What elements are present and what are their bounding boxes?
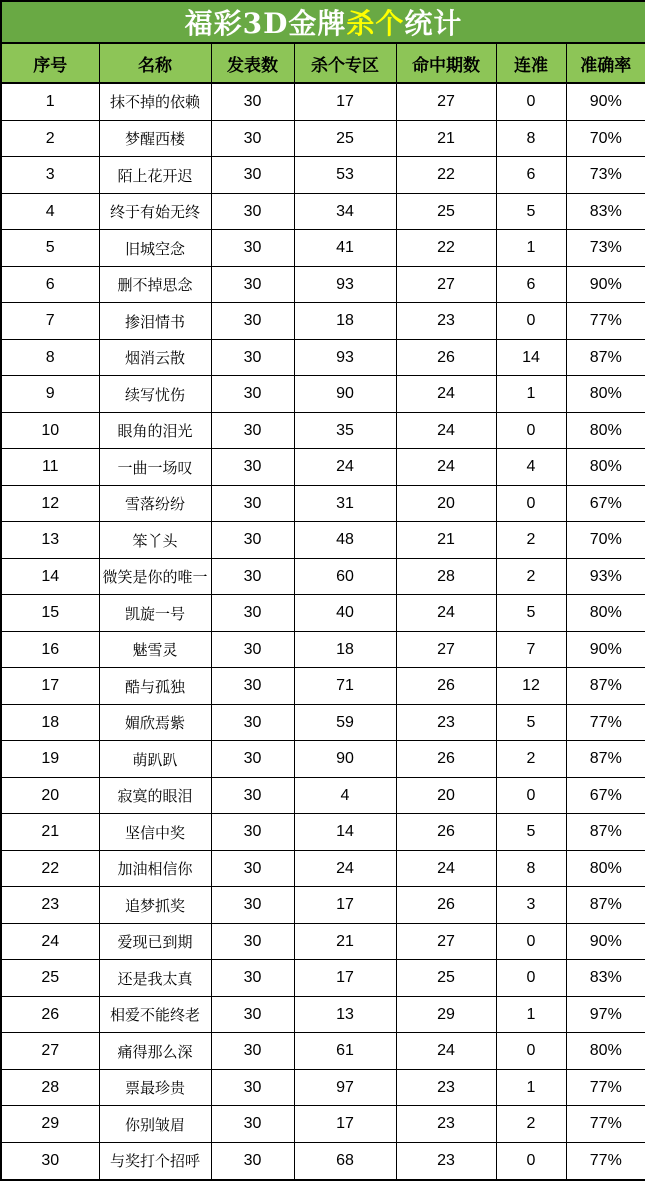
table-row bbox=[1, 485, 645, 522]
cell-kill-zone: 17 bbox=[294, 83, 396, 120]
title-highlight: 杀个 bbox=[346, 7, 405, 40]
cell-name: 烟消云散 bbox=[99, 339, 211, 376]
cell-kill-zone: 24 bbox=[294, 850, 396, 887]
cell-accuracy: 90% bbox=[566, 266, 645, 303]
table-row bbox=[1, 1069, 645, 1106]
cell-name: 还是我太真 bbox=[99, 960, 211, 997]
cell-hit-periods: 20 bbox=[396, 485, 496, 522]
cell-published: 30 bbox=[211, 668, 294, 705]
cell-hit-periods: 28 bbox=[396, 558, 496, 595]
cell-hit-periods: 20 bbox=[396, 777, 496, 814]
cell-streak: 0 bbox=[496, 923, 566, 960]
col-header-accuracy: 准确率 bbox=[566, 43, 645, 83]
cell-accuracy: 73% bbox=[566, 230, 645, 267]
cell-name: 你别皱眉 bbox=[99, 1106, 211, 1143]
header-row bbox=[1, 43, 645, 83]
cell-streak: 2 bbox=[496, 558, 566, 595]
cell-kill-zone: 48 bbox=[294, 522, 396, 559]
cell-accuracy: 80% bbox=[566, 850, 645, 887]
cell-accuracy: 77% bbox=[566, 1069, 645, 1106]
table-row bbox=[1, 266, 645, 303]
cell-hit-periods: 24 bbox=[396, 1033, 496, 1070]
cell-accuracy: 93% bbox=[566, 558, 645, 595]
cell-published: 30 bbox=[211, 376, 294, 413]
cell-hit-periods: 27 bbox=[396, 83, 496, 120]
cell-streak: 6 bbox=[496, 157, 566, 194]
cell-seq: 3 bbox=[1, 157, 99, 194]
col-header-streak: 连准 bbox=[496, 43, 566, 83]
cell-accuracy: 87% bbox=[566, 339, 645, 376]
col-header-published: 发表数 bbox=[211, 43, 294, 83]
cell-accuracy: 90% bbox=[566, 83, 645, 120]
cell-hit-periods: 22 bbox=[396, 157, 496, 194]
cell-published: 30 bbox=[211, 230, 294, 267]
cell-streak: 7 bbox=[496, 631, 566, 668]
cell-published: 30 bbox=[211, 157, 294, 194]
table-row bbox=[1, 412, 645, 449]
cell-kill-zone: 13 bbox=[294, 996, 396, 1033]
table-row bbox=[1, 668, 645, 705]
table-row bbox=[1, 1142, 645, 1180]
cell-kill-zone: 60 bbox=[294, 558, 396, 595]
cell-published: 30 bbox=[211, 887, 294, 924]
cell-accuracy: 67% bbox=[566, 485, 645, 522]
cell-seq: 1 bbox=[1, 83, 99, 120]
cell-published: 30 bbox=[211, 522, 294, 559]
cell-accuracy: 83% bbox=[566, 960, 645, 997]
table-row bbox=[1, 960, 645, 997]
cell-accuracy: 90% bbox=[566, 923, 645, 960]
cell-streak: 5 bbox=[496, 595, 566, 632]
cell-accuracy: 80% bbox=[566, 449, 645, 486]
table-row bbox=[1, 704, 645, 741]
cell-accuracy: 80% bbox=[566, 376, 645, 413]
cell-name: 笨丫头 bbox=[99, 522, 211, 559]
cell-kill-zone: 93 bbox=[294, 339, 396, 376]
cell-streak: 0 bbox=[496, 1142, 566, 1180]
cell-name: 旧城空念 bbox=[99, 230, 211, 267]
cell-seq: 14 bbox=[1, 558, 99, 595]
cell-seq: 30 bbox=[1, 1142, 99, 1180]
cell-kill-zone: 4 bbox=[294, 777, 396, 814]
cell-name: 痛得那么深 bbox=[99, 1033, 211, 1070]
cell-hit-periods: 25 bbox=[396, 193, 496, 230]
cell-name: 追梦抓奖 bbox=[99, 887, 211, 924]
table-row bbox=[1, 230, 645, 267]
cell-hit-periods: 29 bbox=[396, 996, 496, 1033]
cell-streak: 2 bbox=[496, 1106, 566, 1143]
table-body bbox=[1, 83, 645, 1180]
cell-name: 凯旋一号 bbox=[99, 595, 211, 632]
table-row bbox=[1, 522, 645, 559]
cell-published: 30 bbox=[211, 120, 294, 157]
cell-streak: 5 bbox=[496, 814, 566, 851]
table-row bbox=[1, 376, 645, 413]
cell-published: 30 bbox=[211, 960, 294, 997]
cell-kill-zone: 18 bbox=[294, 631, 396, 668]
cell-hit-periods: 24 bbox=[396, 850, 496, 887]
cell-hit-periods: 24 bbox=[396, 376, 496, 413]
cell-name: 爱现已到期 bbox=[99, 923, 211, 960]
cell-hit-periods: 27 bbox=[396, 923, 496, 960]
cell-published: 30 bbox=[211, 631, 294, 668]
table-row bbox=[1, 923, 645, 960]
table-row bbox=[1, 887, 645, 924]
cell-accuracy: 77% bbox=[566, 1106, 645, 1143]
cell-name: 魅雪灵 bbox=[99, 631, 211, 668]
cell-accuracy: 87% bbox=[566, 668, 645, 705]
cell-name: 眼角的泪光 bbox=[99, 412, 211, 449]
cell-kill-zone: 25 bbox=[294, 120, 396, 157]
cell-published: 30 bbox=[211, 558, 294, 595]
cell-seq: 23 bbox=[1, 887, 99, 924]
cell-seq: 20 bbox=[1, 777, 99, 814]
cell-published: 30 bbox=[211, 1142, 294, 1180]
title-row bbox=[1, 1, 645, 43]
cell-seq: 10 bbox=[1, 412, 99, 449]
cell-seq: 25 bbox=[1, 960, 99, 997]
cell-accuracy: 67% bbox=[566, 777, 645, 814]
cell-kill-zone: 14 bbox=[294, 814, 396, 851]
cell-name: 坚信中奖 bbox=[99, 814, 211, 851]
cell-hit-periods: 21 bbox=[396, 522, 496, 559]
cell-hit-periods: 27 bbox=[396, 631, 496, 668]
cell-hit-periods: 26 bbox=[396, 741, 496, 778]
cell-seq: 7 bbox=[1, 303, 99, 340]
cell-kill-zone: 68 bbox=[294, 1142, 396, 1180]
table-row bbox=[1, 595, 645, 632]
cell-name: 掺泪情书 bbox=[99, 303, 211, 340]
cell-kill-zone: 17 bbox=[294, 887, 396, 924]
cell-name: 删不掉思念 bbox=[99, 266, 211, 303]
cell-published: 30 bbox=[211, 923, 294, 960]
cell-hit-periods: 23 bbox=[396, 1142, 496, 1180]
cell-published: 30 bbox=[211, 595, 294, 632]
cell-kill-zone: 34 bbox=[294, 193, 396, 230]
cell-accuracy: 77% bbox=[566, 303, 645, 340]
cell-streak: 8 bbox=[496, 850, 566, 887]
cell-kill-zone: 35 bbox=[294, 412, 396, 449]
cell-name: 寂寞的眼泪 bbox=[99, 777, 211, 814]
cell-streak: 14 bbox=[496, 339, 566, 376]
cell-name: 雪落纷纷 bbox=[99, 485, 211, 522]
cell-hit-periods: 26 bbox=[396, 339, 496, 376]
cell-kill-zone: 40 bbox=[294, 595, 396, 632]
cell-accuracy: 77% bbox=[566, 1142, 645, 1180]
cell-hit-periods: 27 bbox=[396, 266, 496, 303]
col-header-name: 名称 bbox=[99, 43, 211, 83]
cell-kill-zone: 71 bbox=[294, 668, 396, 705]
title-prefix: 福彩3D金牌 bbox=[184, 7, 347, 40]
cell-seq: 22 bbox=[1, 850, 99, 887]
cell-kill-zone: 18 bbox=[294, 303, 396, 340]
col-header-hit-periods: 命中期数 bbox=[396, 43, 496, 83]
cell-seq: 19 bbox=[1, 741, 99, 778]
table-row bbox=[1, 850, 645, 887]
cell-accuracy: 90% bbox=[566, 631, 645, 668]
cell-accuracy: 80% bbox=[566, 595, 645, 632]
cell-seq: 16 bbox=[1, 631, 99, 668]
table-row bbox=[1, 303, 645, 340]
cell-seq: 6 bbox=[1, 266, 99, 303]
cell-published: 30 bbox=[211, 741, 294, 778]
cell-kill-zone: 93 bbox=[294, 266, 396, 303]
cell-streak: 0 bbox=[496, 83, 566, 120]
cell-seq: 8 bbox=[1, 339, 99, 376]
cell-accuracy: 97% bbox=[566, 996, 645, 1033]
cell-name: 微笑是你的唯一 bbox=[99, 558, 211, 595]
cell-hit-periods: 23 bbox=[396, 303, 496, 340]
cell-published: 30 bbox=[211, 193, 294, 230]
cell-hit-periods: 21 bbox=[396, 120, 496, 157]
cell-streak: 5 bbox=[496, 704, 566, 741]
cell-streak: 6 bbox=[496, 266, 566, 303]
cell-published: 30 bbox=[211, 1106, 294, 1143]
cell-accuracy: 77% bbox=[566, 704, 645, 741]
cell-streak: 0 bbox=[496, 303, 566, 340]
table-row bbox=[1, 814, 645, 851]
cell-kill-zone: 17 bbox=[294, 960, 396, 997]
table-row bbox=[1, 741, 645, 778]
cell-streak: 0 bbox=[496, 485, 566, 522]
cell-accuracy: 83% bbox=[566, 193, 645, 230]
cell-seq: 2 bbox=[1, 120, 99, 157]
cell-published: 30 bbox=[211, 850, 294, 887]
cell-accuracy: 70% bbox=[566, 120, 645, 157]
cell-accuracy: 87% bbox=[566, 887, 645, 924]
cell-hit-periods: 25 bbox=[396, 960, 496, 997]
cell-kill-zone: 31 bbox=[294, 485, 396, 522]
cell-kill-zone: 21 bbox=[294, 923, 396, 960]
cell-kill-zone: 41 bbox=[294, 230, 396, 267]
table-row bbox=[1, 339, 645, 376]
table-row bbox=[1, 777, 645, 814]
cell-name: 陌上花开迟 bbox=[99, 157, 211, 194]
cell-accuracy: 80% bbox=[566, 412, 645, 449]
cell-accuracy: 87% bbox=[566, 741, 645, 778]
title-suffix: 统计 bbox=[404, 7, 463, 40]
cell-name: 萌趴趴 bbox=[99, 741, 211, 778]
cell-hit-periods: 24 bbox=[396, 449, 496, 486]
cell-name: 加油相信你 bbox=[99, 850, 211, 887]
cell-seq: 26 bbox=[1, 996, 99, 1033]
cell-streak: 1 bbox=[496, 376, 566, 413]
cell-streak: 12 bbox=[496, 668, 566, 705]
cell-seq: 17 bbox=[1, 668, 99, 705]
cell-name: 抹不掉的依赖 bbox=[99, 83, 211, 120]
cell-published: 30 bbox=[211, 704, 294, 741]
cell-streak: 1 bbox=[496, 996, 566, 1033]
cell-published: 30 bbox=[211, 412, 294, 449]
cell-streak: 1 bbox=[496, 230, 566, 267]
cell-published: 30 bbox=[211, 449, 294, 486]
table-row bbox=[1, 157, 645, 194]
cell-published: 30 bbox=[211, 485, 294, 522]
table-row bbox=[1, 631, 645, 668]
cell-published: 30 bbox=[211, 83, 294, 120]
cell-streak: 1 bbox=[496, 1069, 566, 1106]
cell-kill-zone: 90 bbox=[294, 741, 396, 778]
page-title bbox=[1, 1, 645, 43]
table-row bbox=[1, 193, 645, 230]
cell-kill-zone: 61 bbox=[294, 1033, 396, 1070]
table-row bbox=[1, 120, 645, 157]
cell-accuracy: 70% bbox=[566, 522, 645, 559]
table-row bbox=[1, 1033, 645, 1070]
cell-streak: 0 bbox=[496, 412, 566, 449]
cell-name: 票最珍贵 bbox=[99, 1069, 211, 1106]
cell-seq: 18 bbox=[1, 704, 99, 741]
table-row bbox=[1, 996, 645, 1033]
cell-seq: 15 bbox=[1, 595, 99, 632]
cell-published: 30 bbox=[211, 814, 294, 851]
cell-kill-zone: 24 bbox=[294, 449, 396, 486]
cell-kill-zone: 97 bbox=[294, 1069, 396, 1106]
cell-streak: 8 bbox=[496, 120, 566, 157]
cell-published: 30 bbox=[211, 1069, 294, 1106]
cell-hit-periods: 26 bbox=[396, 887, 496, 924]
cell-streak: 0 bbox=[496, 1033, 566, 1070]
cell-hit-periods: 26 bbox=[396, 814, 496, 851]
cell-seq: 13 bbox=[1, 522, 99, 559]
cell-hit-periods: 23 bbox=[396, 1069, 496, 1106]
cell-seq: 4 bbox=[1, 193, 99, 230]
cell-seq: 5 bbox=[1, 230, 99, 267]
cell-streak: 0 bbox=[496, 960, 566, 997]
cell-streak: 2 bbox=[496, 741, 566, 778]
cell-streak: 3 bbox=[496, 887, 566, 924]
table-row bbox=[1, 449, 645, 486]
cell-name: 一曲一场叹 bbox=[99, 449, 211, 486]
cell-name: 梦醒西楼 bbox=[99, 120, 211, 157]
cell-streak: 5 bbox=[496, 193, 566, 230]
cell-name: 终于有始无终 bbox=[99, 193, 211, 230]
cell-seq: 24 bbox=[1, 923, 99, 960]
cell-seq: 12 bbox=[1, 485, 99, 522]
cell-hit-periods: 23 bbox=[396, 1106, 496, 1143]
cell-name: 续写忧伤 bbox=[99, 376, 211, 413]
cell-kill-zone: 90 bbox=[294, 376, 396, 413]
cell-seq: 9 bbox=[1, 376, 99, 413]
cell-published: 30 bbox=[211, 1033, 294, 1070]
cell-hit-periods: 24 bbox=[396, 595, 496, 632]
cell-streak: 2 bbox=[496, 522, 566, 559]
cell-seq: 27 bbox=[1, 1033, 99, 1070]
cell-seq: 28 bbox=[1, 1069, 99, 1106]
cell-hit-periods: 24 bbox=[396, 412, 496, 449]
cell-accuracy: 87% bbox=[566, 814, 645, 851]
cell-hit-periods: 23 bbox=[396, 704, 496, 741]
cell-published: 30 bbox=[211, 339, 294, 376]
cell-published: 30 bbox=[211, 266, 294, 303]
cell-kill-zone: 53 bbox=[294, 157, 396, 194]
cell-name: 酷与孤独 bbox=[99, 668, 211, 705]
table-row bbox=[1, 83, 645, 120]
cell-accuracy: 73% bbox=[566, 157, 645, 194]
col-header-kill-zone: 杀个专区 bbox=[294, 43, 396, 83]
cell-seq: 11 bbox=[1, 449, 99, 486]
cell-name: 媚欣焉紫 bbox=[99, 704, 211, 741]
cell-streak: 0 bbox=[496, 777, 566, 814]
cell-hit-periods: 26 bbox=[396, 668, 496, 705]
table-row bbox=[1, 558, 645, 595]
cell-name: 与奖打个招呼 bbox=[99, 1142, 211, 1180]
cell-kill-zone: 59 bbox=[294, 704, 396, 741]
cell-streak: 4 bbox=[496, 449, 566, 486]
table-row bbox=[1, 1106, 645, 1143]
cell-seq: 29 bbox=[1, 1106, 99, 1143]
cell-published: 30 bbox=[211, 996, 294, 1033]
col-header-seq: 序号 bbox=[1, 43, 99, 83]
cell-hit-periods: 22 bbox=[396, 230, 496, 267]
cell-name: 相爱不能终老 bbox=[99, 996, 211, 1033]
cell-accuracy: 80% bbox=[566, 1033, 645, 1070]
cell-published: 30 bbox=[211, 777, 294, 814]
cell-seq: 21 bbox=[1, 814, 99, 851]
cell-kill-zone: 17 bbox=[294, 1106, 396, 1143]
cell-published: 30 bbox=[211, 303, 294, 340]
